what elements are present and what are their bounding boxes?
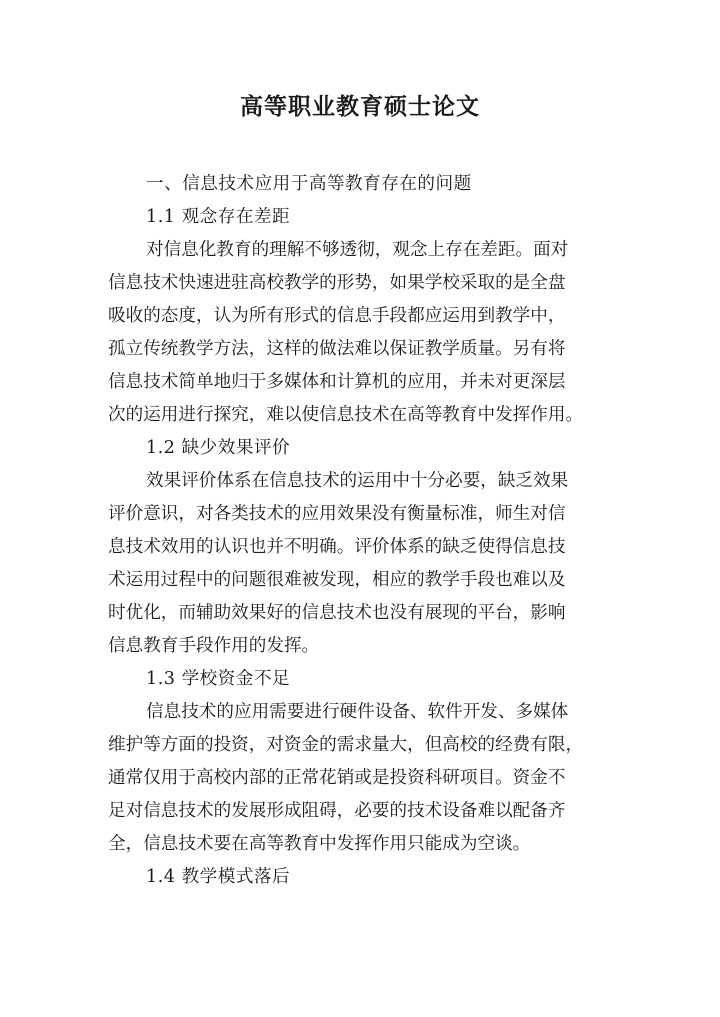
paragraph-line: 对信息化教育的理解不够透彻，观念上存在差距。面对: [146, 240, 569, 260]
subsection-heading: 1.2 缺少效果评价: [146, 438, 291, 458]
paragraph-line: 信息技术快速进驻高校教学的形势，如果学校采取的是全盘: [108, 273, 566, 293]
paragraph-line: 信息技术的应用需要进行硬件设备、软件开发、多媒体: [146, 702, 569, 722]
paragraph-line: 时优化，而辅助效果好的信息技术也没有展现的平台，影响: [108, 603, 566, 623]
paragraph-line: 次的运用进行探究，难以使信息技术在高等教育中发挥作用。: [108, 405, 584, 425]
paragraph-line: 足对信息技术的发展形成阻碍，必要的技术设备难以配备齐: [108, 801, 566, 821]
paragraph-line: 吸收的态度，认为所有形式的信息手段都应运用到教学中，: [108, 306, 566, 326]
paragraph-line: 通常仅用于高校内部的正常花销或是投资科研项目。资金不: [108, 768, 566, 788]
subsection-heading: 1.3 学校资金不足: [146, 669, 291, 689]
document-body: [108, 168, 616, 894]
section-heading: 一、信息技术应用于高等教育存在的问题: [146, 174, 472, 194]
paragraph-line: 信息技术简单地归于多媒体和计算机的应用，并未对更深层: [108, 372, 566, 392]
paragraph-line: 信息教育手段作用的发挥。: [108, 636, 320, 656]
paragraph-line: 评价意识，对各类技术的应用效果没有衡量标准，师生对信: [108, 504, 566, 524]
paragraph-line: 孤立传统教学方法，这样的做法难以保证教学质量。另有将: [108, 339, 566, 359]
paragraph-line: 效果评价体系在信息技术的运用中十分必要，缺乏效果: [146, 471, 569, 491]
paragraph-line: 全，信息技术要在高等教育中发挥作用只能成为空谈。: [108, 834, 531, 854]
paragraph-line: 术运用过程中的问题很难被发现，相应的教学手段也难以及: [108, 570, 566, 590]
paragraph-line: 息技术效用的认识也并不明确。评价体系的缺乏使得信息技: [108, 537, 566, 557]
document-title: 高等职业教育硕士论文: [240, 94, 480, 120]
subsection-heading: 1.4 教学模式落后: [146, 867, 291, 887]
subsection-heading: 1.1 观念存在差距: [146, 207, 291, 227]
paragraph-line: 维护等方面的投资，对资金的需求量大，但高校的经费有限，: [108, 735, 584, 755]
